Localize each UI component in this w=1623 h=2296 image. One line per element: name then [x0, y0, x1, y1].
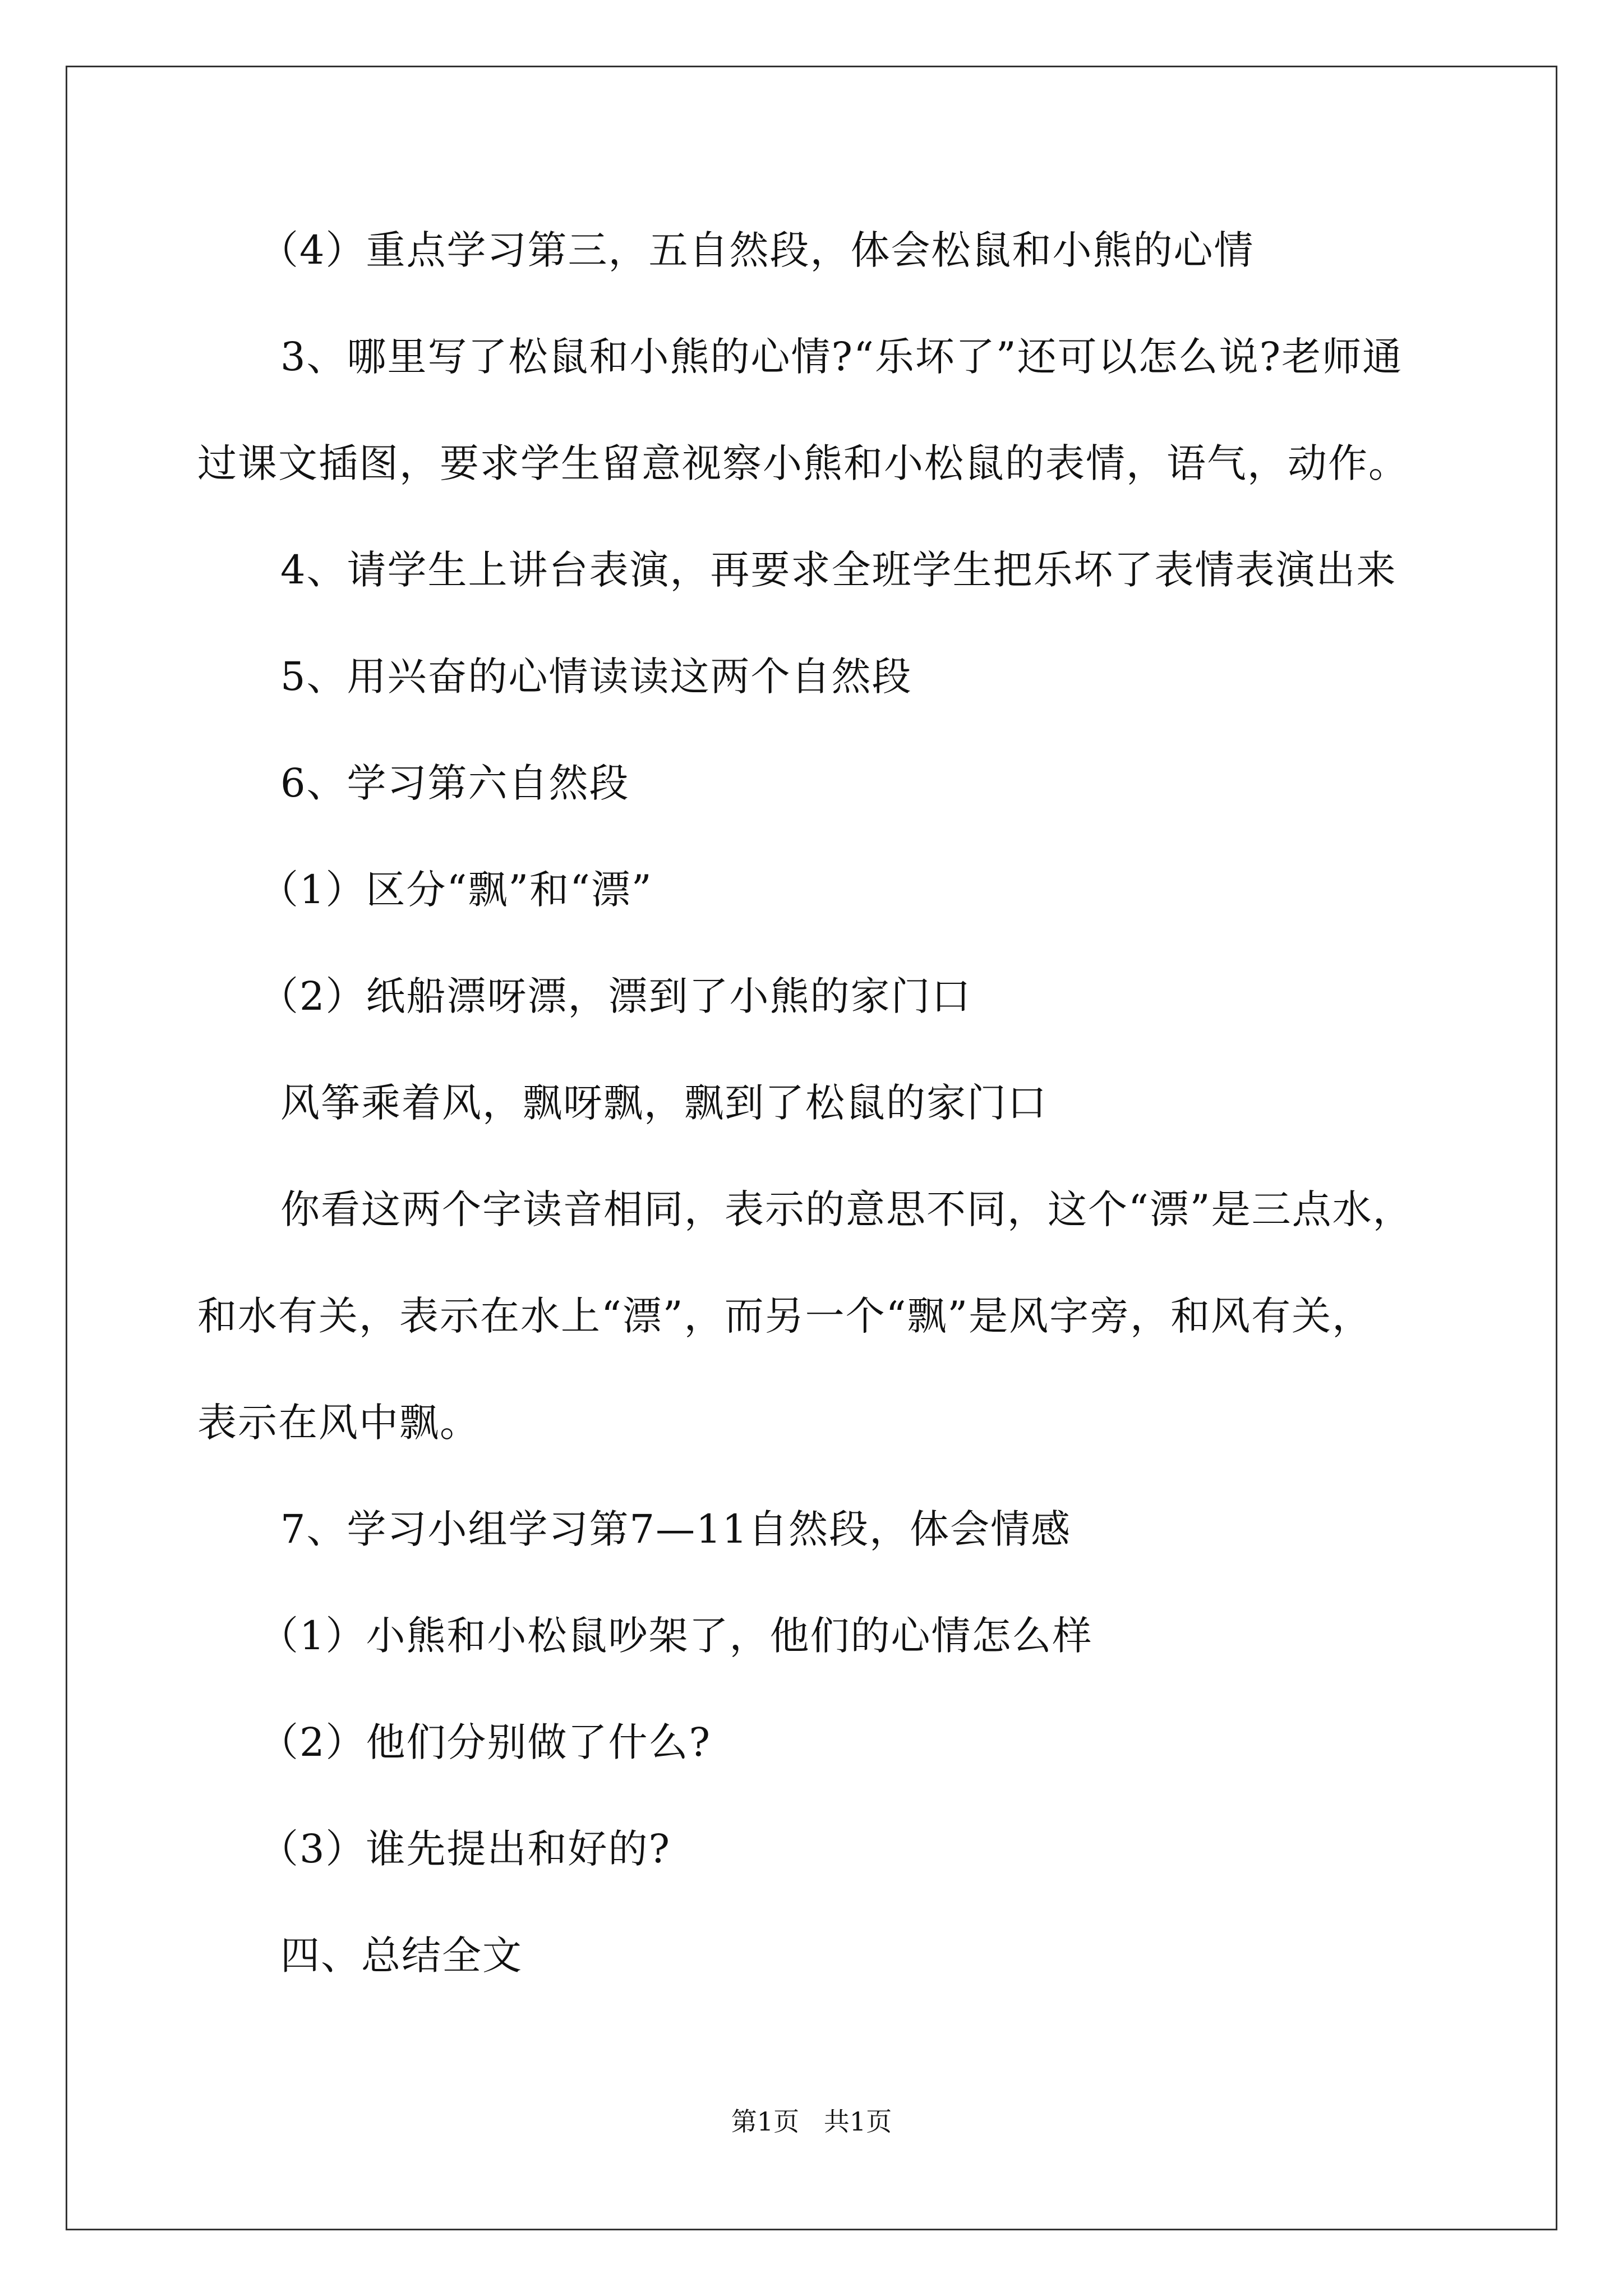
- paragraph-line: （2）纸船漂呀漂，漂到了小熊的家门口: [259, 973, 972, 1019]
- paragraph-line: 过课文插图，要求学生留意视察小熊和小松鼠的表情，语气，动作。: [197, 440, 1409, 486]
- paragraph-line: 表示在风中飘。: [197, 1400, 480, 1446]
- paragraph-line: 你看这两个字读音相同，表示的意思不同，这个“漂”是三点水，: [280, 1186, 1413, 1232]
- paragraph-line: 和水有关，表示在水上“漂”，而另一个“飘”是风字旁，和风有关，: [197, 1293, 1373, 1339]
- paragraph-line: 3、哪里写了松鼠和小熊的心情?“乐坏了”还可以怎么说?老师通: [280, 334, 1403, 380]
- paragraph-line: 4、请学生上讲台表演，再要求全班学生把乐坏了表情表演出来: [280, 547, 1397, 593]
- paragraph-line: 风筝乘着风，飘呀飘，飘到了松鼠的家门口: [280, 1080, 1048, 1126]
- page-footer: 第1页 共1页: [731, 2106, 892, 2137]
- paragraph-line: 7、学习小组学习第7—11自然段，体会情感: [280, 1506, 1072, 1552]
- paragraph-line: （2）他们分别做了什么?: [259, 1719, 712, 1765]
- paragraph-line: （1）小熊和小松鼠吵架了，他们的心情怎么样: [259, 1613, 1093, 1659]
- paragraph-line: （1）区分“飘”和“漂”: [259, 867, 653, 913]
- paragraph-line: （4）重点学习第三，五自然段，体会松鼠和小熊的心情: [259, 227, 1255, 273]
- paragraph-line: （3）谁先提出和好的?: [259, 1826, 671, 1872]
- page-border: [66, 66, 1557, 2230]
- paragraph-line: 6、学习第六自然段: [280, 760, 630, 806]
- paragraph-line: 5、用兴奋的心情读读这两个自然段: [280, 654, 912, 700]
- paragraph-line: 四、总结全文: [280, 1932, 523, 1978]
